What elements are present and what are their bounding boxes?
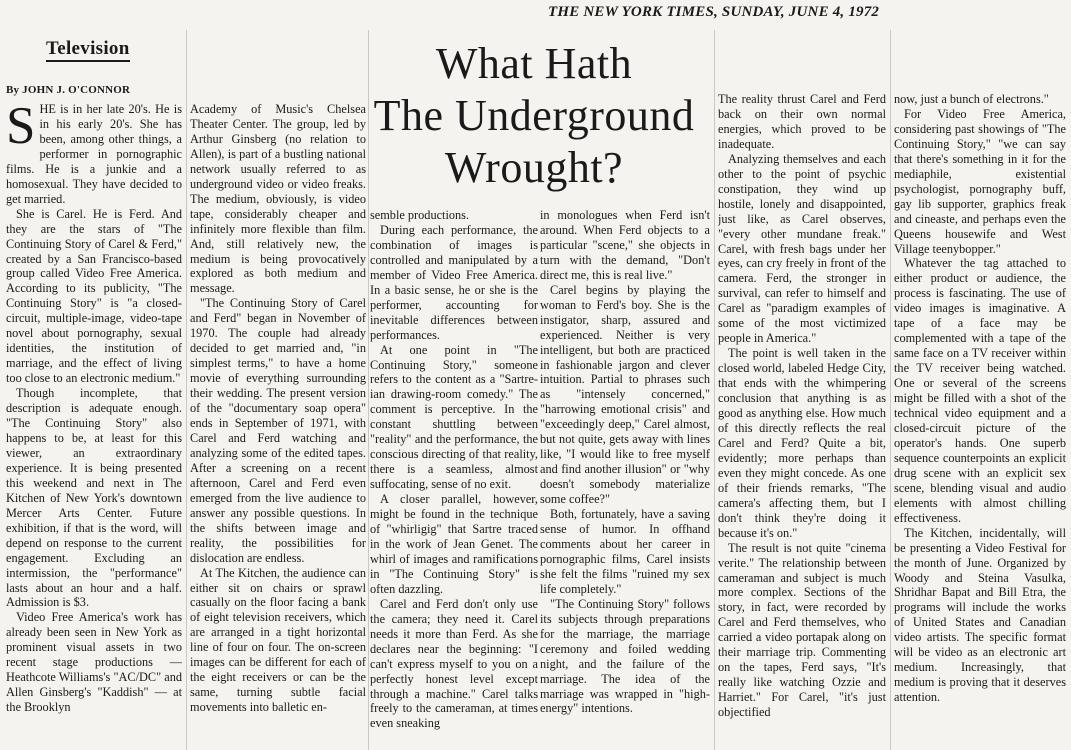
paragraph: now, just a bunch of electrons." <box>894 92 1049 106</box>
headline-line-2: The Underground <box>373 91 695 140</box>
article-column-4 <box>540 208 710 750</box>
paragraph: Video Free America's work has already been seen in New York as prominent visual assets in two recent stage productions — Heathcote Williams's "AC/DC" and Allen Ginsberg's "Kaddish" — at the Brooklyn <box>6 610 182 715</box>
paragraph: Whatever the tag attached to either product or audience, the process is fascinating. The use of video images is imaginative. A tape of a face may be complemented with a tape of the same face on a TV receiver within the TV receiver being watched. One or several of the screens might be filled with a shot of the technical video equipment and a closed-circuit picture of the operator's hands. One superb sequence counterpoints an explicit drug scene with an explicit sex scene, blending visual and audio elements with almost chilling effectiveness. <box>894 256 1066 525</box>
column-rule <box>368 30 369 750</box>
headline-line-3: Wrought? <box>444 143 624 192</box>
headline-line-1: What Hath <box>435 39 633 88</box>
headline <box>366 38 702 194</box>
article-column-1 <box>6 102 182 750</box>
masthead: THE NEW YORK TIMES, SUNDAY, JUNE 4, 1972 <box>548 4 880 20</box>
paragraph: For Video Free America, considering past showings of "The Continuing Story," "we can say that there's something in it for the mediaphile, existential psychologist, pornography buff, gay lib supporter, graphics freak and cineaste, and perhaps even the Queens housewife and West Village teenybopper." <box>894 106 1066 256</box>
paragraph: She is Carel. He is Ferd. And they are the stars of "The Continuing Story of Carel & Ferd," created by a San Francisco-based group called Video Free America. According to its publicity, "The Continuing Story" is "a closed-circuit, multiple-image, video-tape novel about pornography, sexual identities, the institution of marriage, and the effect of living too close to an electronic medium." <box>6 206 182 386</box>
article-column-3 <box>370 208 538 750</box>
column-rule <box>186 30 187 750</box>
section-label: Television <box>46 38 130 62</box>
paragraph: The reality thrust Carel and Ferd back on their own normal energies, which proved to be inadequate. <box>718 92 886 151</box>
paragraph: The result is not quite "cinema verite." The relationship between cameraman and subject is much more complex. Sections of the story, in fact, were recorded by Carel and Ferd themselves, who carried a video portapak along on their marriage trip. Commenting on the tapes, Ferd says, "It's really like watching Ozzie and Harriet." For Carel, "it's just objectified <box>718 540 886 720</box>
paragraph: semble productions. <box>370 208 470 222</box>
paragraph: "The Continuing Story" follows its subjects through preparations for the marriage, the marriage ceremony and foiled wedding night, and the failure of the marriage. The idea of the marriage was wrapped in "high-energy" intentions. <box>540 596 710 716</box>
paragraph: At one point in "The Continuing Story," someone refers to the content as a "Sartre-ian drawing-room comedy." The comment is perceptive. In the constant shuttling between "reality" and the performance, the conscious directing of that reality, there is a seamless, almost suffocating, sense of no exit. <box>370 342 538 492</box>
paragraph: At The Kitchen, the audience can either sit on chairs or sprawl casually on the floor facing a bank of eight television receivers, which are arranged in a tight horizontal line of four on four. The on-screen images can be different for each of the eight receivers or can be the same, turning subtle facial movements into balletic en- <box>190 565 366 715</box>
paragraph: A closer parallel, however, might be found in the technique of "whirligig" that Sartre traced in the work of Jean Genet. The whirl of images and ramifications in "The Continuing Story" is often dazzling. <box>370 492 538 596</box>
paragraph: The point is well taken in the closed world, labeled Hedge City, that ends with the whimpering conclusion that anything is as good as anything else. How much of this directly reflects the real Carel and Ferd? Quite a bit, evidently; more perhaps than even they might concede. As one of their friends remarks, "The camera's affecting them, but I don't think they're doing it because it's on." <box>718 346 886 540</box>
paragraph: Analyzing themselves and each other to the point of psychic constipation, they wind up hostile, lonely and disappointed, just like, as Carel observes, "every other mundane freak." Carel, with fresh bags under her eyes, can cry freely in front of the camera. Ferd, the stronger in survival, can refer to himself and Carel as "paradigm examples of some of the most victimized people in America." <box>718 151 886 346</box>
column-rule <box>714 30 715 750</box>
paragraph: Academy of Music's Chelsea Theater Center. The group, led by Arthur Ginsberg (no relation to Allen), is part of a bustling national network usually referred to as underground video or video freaks. The medium, obviously, is video tape, considerably cheaper and infinitely more flexible than film. And, still relatively new, the medium is being provocatively explored as both medium and message. <box>190 102 366 296</box>
paragraph: Carel and Ferd don't only use the camera; they need it. Carel needs it more than Ferd. As she declares near the beginning: "I can't express myself to you on a perfectly honest level except through a machine." Carel talks freely to the cameraman, at times even sneaking <box>370 596 538 731</box>
paragraph: in monologues when Ferd isn't around. When Ferd objects to a particular "scene," she objects in turn with the demand, "Don't direct me, this is real live." <box>540 208 710 282</box>
column-rule <box>890 30 891 750</box>
byline: By JOHN J. O'CONNOR <box>6 84 131 96</box>
paragraph: During each performance, the combination of images is controlled and manipulated by a member of Video Free America. In a basic sense, he or she is the performer, accounting for inevitable differences between performances. <box>370 222 538 342</box>
paragraph: "The Continuing Story of Carel and Ferd" began in November of 1970. The couple had already decided to get married and, "in simplest terms," to have a home movie of everything surrounding their wedding. The present version of the "documentary soap opera" ends in September of 1971, with Carel and Ferd watching and analyzing some of the edited tapes. After a screening on a recent afternoon, Carel and Ferd even emerged from the live audience to answer any possible questions. In the shifts between image and reality, the possibilities for dislocation are endless. <box>190 296 366 565</box>
paragraph: Carel begins by playing the woman to Ferd's boy. She is the instigator, sharp, assured and experienced. Neither is very intelligent, but both are practiced in fashionable jargon and clever intuition. Partial to phrases such as "intensely concerned," "harrowing emotional crisis" and "exceedingly deep," Carel almost, but not quite, gets away with lines like, "I would like to free myself and find another illusion" or "why doesn't somebody materialize some coffee?" <box>540 282 710 507</box>
article-column-5 <box>718 92 886 750</box>
article-column-2 <box>190 102 366 750</box>
paragraph: The Kitchen, incidentally, will be presenting a Video Festival for the month of June. Organized by Woody and Steina Vasulka, Shridhar Bapat and Bill Etra, the programs will include the works of United States and Canadian video artists. The specific format will be video as an electronic art medium. Increasingly, that medium is proving that it deserves attention. <box>894 525 1066 705</box>
paragraph: Though incomplete, that description is adequate enough. "The Continuing Story" also happens to be, at least for this viewer, an extraordinary experience. It is being presented this weekend and next in The Kitchen of New York's downtown Mercer Arts Center. Future exhibition, if that is the word, will depend on response to the current engagement. Excluding an intermission, the "performance" lasts about an hour and a half. Admission is $3. <box>6 386 182 610</box>
paragraph: SHE is in her late 20's. He is in his early 20's. She has been, among other things, a performer in pornographic films. He is a junkie and a homosexual. They have decided to get married. <box>6 102 182 206</box>
paragraph: Both, fortunately, have a saving sense of humor. In offhand comments about her career in pornographic films, Carel insists she felt the films "ruined my sex life completely." <box>540 507 710 596</box>
drop-cap: S <box>6 102 36 155</box>
article-column-6 <box>894 92 1066 750</box>
